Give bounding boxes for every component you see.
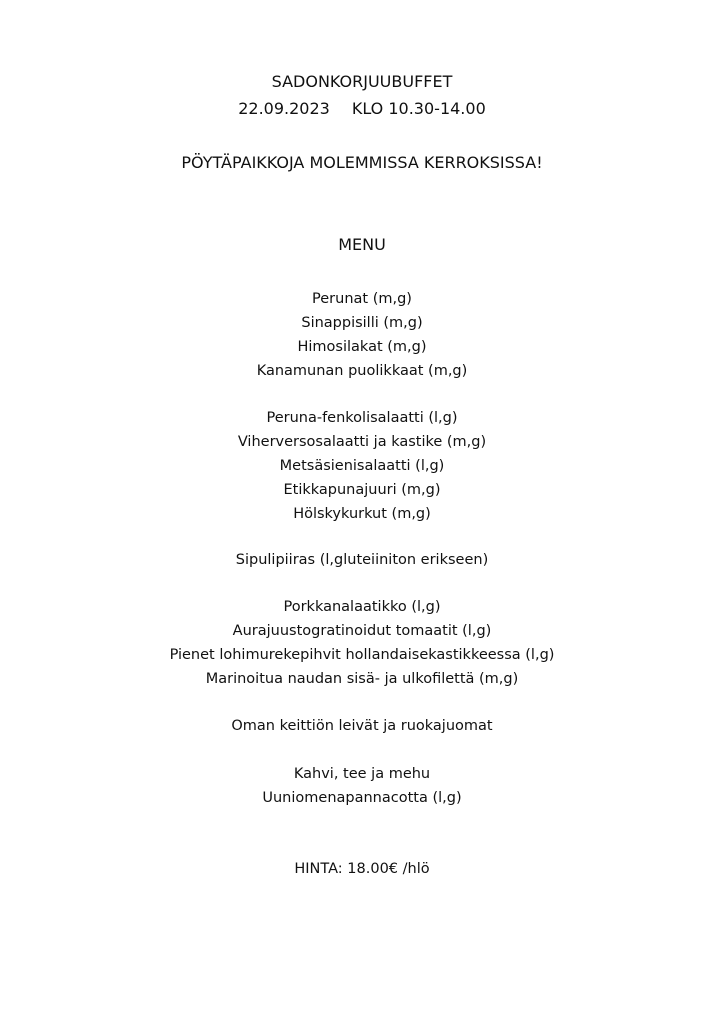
menu-heading: MENU (338, 235, 386, 254)
price-line: HINTA: 18.00€ /hlö (294, 861, 430, 877)
menu-item: Metsäsienisalaatti (l,g) (279, 458, 445, 474)
menu-item: Kanamunan puolikkaat (m,g) (256, 363, 468, 379)
menu-item: Hölskykurkut (m,g) (293, 506, 431, 522)
menu-item: Uuniomenapannacotta (l,g) (262, 790, 462, 806)
event-time: KLO 10.30-14.00 (351, 99, 486, 118)
event-date: 22.09.2023 (238, 99, 330, 118)
menu-item: Sipulipiiras (l,gluteiiniton erikseen) (235, 552, 489, 568)
menu-item: Sinappisilli (m,g) (301, 315, 423, 331)
menu-item: Marinoitua naudan sisä- ja ulkofilettä (m,g) (205, 671, 519, 687)
seating-notice: PÖYTÄPAIKKOJA MOLEMMISSA KERROKSISSA! (181, 153, 543, 172)
menu-item: Porkkanalaatikko (l,g) (283, 599, 441, 615)
menu-item: Kahvi, tee ja mehu (293, 766, 431, 782)
menu-item: Oman keittiön leivät ja ruokajuomat (231, 718, 493, 734)
menu-item: Viherversosalaatti ja kastike (m,g) (237, 434, 487, 450)
event-title: SADONKORJUUBUFFET (271, 72, 453, 91)
event-date-time (0, 97, 724, 121)
menu-item: Etikkapunajuuri (m,g) (283, 482, 441, 498)
menu-item: Peruna-fenkolisalaatti (l,g) (266, 410, 458, 426)
menu-item: Aurajuustogratinoidut tomaatit (l,g) (232, 623, 492, 639)
menu-item: Himosilakat (m,g) (297, 339, 427, 355)
menu-item: Pienet lohimurekepihvit hollandaisekastikkeessa (l,g) (169, 647, 555, 663)
menu-item: Perunat (m,g) (312, 291, 412, 307)
